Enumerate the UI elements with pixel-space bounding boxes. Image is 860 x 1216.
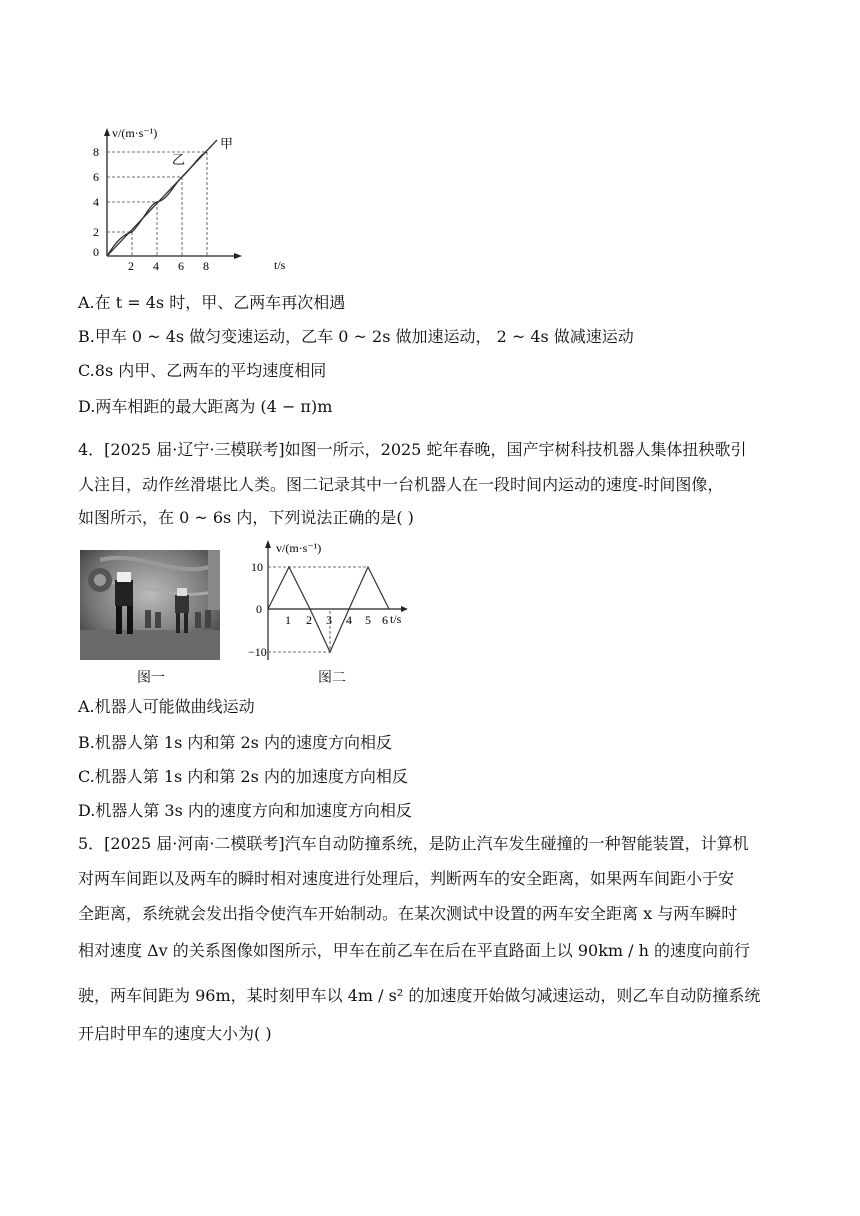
q3-x-tick-2: 2	[128, 259, 134, 273]
q3-x-axis-label: t/s	[274, 258, 286, 272]
q5-stem-line-6: 开启时甲车的速度大小为( )	[78, 1024, 272, 1043]
q3-option-c: C.8s 内甲、乙两车的平均速度相同	[78, 361, 327, 380]
q4-stem-line-2: 人注目，动作丝滑堪比人类。图二记录其中一台机器人在一段时间内运动的速度-时间图像，	[78, 475, 724, 494]
q4-option-c: C.机器人第 1s 内和第 2s 内的加速度方向相反	[78, 767, 408, 786]
q4-y-tick-10: 10	[251, 560, 263, 574]
q3-y-tick-4: 4	[93, 195, 99, 209]
q4-x-tick-6: 6	[382, 613, 388, 627]
q3-series-yi-label: 乙	[172, 152, 186, 167]
q4-x-tick-1: 1	[285, 613, 291, 627]
q4-stem-line-1: 4．[2025 届·辽宁·三模联考]如图一所示，2025 蛇年春晚，国产宇树科技机器人集体扭秧歌引	[78, 440, 747, 459]
q3-x-tick-4: 4	[153, 259, 159, 273]
q3-x-tick-8: 8	[203, 259, 209, 273]
q3-y-axis-label: v/(m·s⁻¹)	[112, 126, 158, 140]
q3-y-tick-6: 6	[93, 170, 99, 184]
q4-option-d: D.机器人第 3s 内的速度方向和加速度方向相反	[78, 801, 412, 820]
q4-stem-line-3: 如图所示，在 0 ~ 6s 内，下列说法正确的是( )	[78, 508, 414, 527]
q3-option-d: D.两车相距的最大距离为 (4 − π)m	[78, 397, 333, 416]
q4-x-tick-3: 3	[326, 613, 332, 627]
q4-y-tick-0: 0	[256, 602, 262, 616]
q3-option-a: A.在 t = 4s 时，甲、乙两车再次相遇	[78, 293, 346, 312]
q5-stem-line-3: 全距离，系统就会发出指令使汽车开始制动。在某次测试中设置的两车安全距离 x 与两车瞬时	[78, 904, 738, 923]
q3-origin-label: 0	[93, 245, 99, 259]
q3-vt-chart	[84, 122, 286, 273]
q5-stem-line-5: 驶，两车间距为 96m，某时刻甲车以 4m / s² 的加速度开始做匀减速运动，则乙车自动防撞系统	[78, 986, 761, 1005]
q4-figure1-caption: 图一	[137, 670, 165, 686]
q4-x-tick-4: 4	[346, 613, 352, 627]
q3-option-b: B.甲车 0 ~ 4s 做匀变速运动，乙车 0 ~ 2s 做加速运动， 2 ~ 4s 做减速运动	[78, 327, 634, 346]
q4-robot-photo	[80, 550, 220, 660]
q4-option-a: A.机器人可能做曲线运动	[78, 697, 255, 716]
q4-vt-chart	[248, 538, 418, 664]
q4-x-tick-2: 2	[306, 613, 312, 627]
q3-y-tick-2: 2	[93, 225, 99, 239]
q5-stem-line-4: 相对速度 Δv 的关系图像如图所示，甲车在前乙车在后在平直路面上以 90km / h 的速度向前行	[78, 941, 751, 960]
q3-x-tick-6: 6	[178, 259, 184, 273]
q5-stem-line-1: 5．[2025 届·河南·二模联考]汽车自动防撞系统，是防止汽车发生碰撞的一种智能装置，计算机	[78, 834, 749, 853]
q4-figure2-caption: 图二	[318, 670, 346, 686]
q3-series-jia-label: 甲	[220, 136, 234, 151]
q4-y-axis-label: v/(m·s⁻¹)	[276, 541, 322, 555]
q4-x-axis-label: t/s	[390, 612, 402, 626]
q3-y-tick-8: 8	[93, 145, 99, 159]
q4-y-tick-neg10: −10	[248, 645, 267, 659]
q4-x-tick-5: 5	[365, 613, 371, 627]
q4-option-b: B.机器人第 1s 内和第 2s 内的速度方向相反	[78, 733, 392, 752]
q5-stem-line-2: 对两车间距以及两车的瞬时相对速度进行处理后，判断两车的安全距离，如果两车间距小于安	[78, 869, 735, 888]
